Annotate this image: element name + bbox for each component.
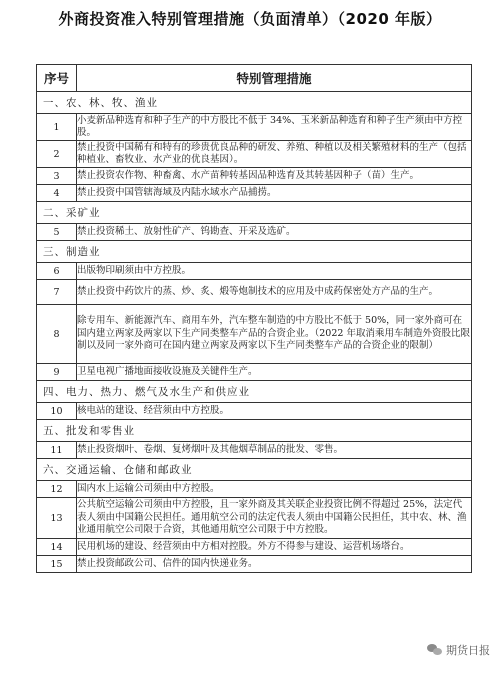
section-title: 二、采矿业: [37, 202, 472, 224]
watermark-text: 期货日报: [446, 644, 490, 657]
table-row: [37, 141, 472, 168]
row-num: 8: [37, 305, 77, 364]
row-num: 7: [37, 280, 77, 305]
row-num: 1: [37, 114, 77, 141]
section-row: [37, 202, 472, 224]
row-text: 禁止投资烟叶、卷烟、复烤烟叶及其他烟草制品的批发、零售。: [77, 442, 472, 459]
row-text: 禁止投资中国稀有和特有的珍贵优良品种的研发、养殖、种植以及相关繁殖材料的生产（包括种植业、畜牧业、水产业的优良基因）。: [77, 141, 472, 168]
table-row: [37, 263, 472, 280]
row-text: 国内水上运输公司须由中方控股。: [77, 481, 472, 498]
section-row: [37, 459, 472, 481]
table-row: [37, 168, 472, 185]
row-num: 10: [37, 403, 77, 420]
row-num: 11: [37, 442, 77, 459]
row-num: 13: [37, 498, 77, 539]
table-header-row: [37, 65, 472, 92]
row-text: 小麦新品种选育和种子生产的中方股比不低于 34%、玉米新品种选育和种子生产须由中方控股。: [77, 114, 472, 141]
row-num: 3: [37, 168, 77, 185]
wechat-icon: [427, 644, 443, 656]
row-num: 12: [37, 481, 77, 498]
section-row: [37, 92, 472, 114]
row-text: 公共航空运输公司须由中方控股，且一家外商及其关联企业投资比例不得超过 25%，法定代表人须由中国籍公民担任。通用航空公司的法定代表人须由中国籍公民担任，其中农、林、渔业通用航空公司限于合资，其他通用航空公司限于中方控股。: [77, 498, 472, 539]
section-title: 一、农、林、牧、渔业: [37, 92, 472, 114]
row-num: 14: [37, 539, 77, 556]
row-text: 民用机场的建设、经营须由中方相对控股。外方不得参与建设、运营机场塔台。: [77, 539, 472, 556]
section-title: 三、制造业: [37, 241, 472, 263]
row-num: 4: [37, 185, 77, 202]
table-row: [37, 224, 472, 241]
section-row: [37, 241, 472, 263]
section-row: [37, 381, 472, 403]
table-row: [37, 114, 472, 141]
table-row: [37, 185, 472, 202]
table-row: [37, 539, 472, 556]
negative-list-table: [36, 64, 472, 573]
table-row: [37, 498, 472, 539]
row-text: 禁止投资邮政公司、信件的国内快递业务。: [77, 556, 472, 573]
header-measure: 特别管理措施: [77, 65, 472, 92]
row-text: 禁止投资农作物、种畜禽、水产苗种转基因品种选育及其转基因种子（苗）生产。: [77, 168, 472, 185]
watermark: [427, 642, 490, 658]
table-row: [37, 556, 472, 573]
section-row: [37, 420, 472, 442]
row-text: 卫星电视广播地面接收设施及关键件生产。: [77, 364, 472, 381]
row-text: 禁止投资稀土、放射性矿产、钨勘查、开采及选矿。: [77, 224, 472, 241]
table-row: [37, 481, 472, 498]
row-text: 禁止投资中药饮片的蒸、炒、炙、煅等炮制技术的应用及中成药保密处方产品的生产。: [77, 280, 472, 305]
table-row: [37, 364, 472, 381]
section-title: 四、电力、热力、燃气及水生产和供应业: [37, 381, 472, 403]
row-text: 禁止投资中国管辖海域及内陆水域水产品捕捞。: [77, 185, 472, 202]
table-row: [37, 305, 472, 364]
table-row: [37, 442, 472, 459]
row-num: 5: [37, 224, 77, 241]
row-text: 出版物印刷须由中方控股。: [77, 263, 472, 280]
header-num: 序号: [37, 65, 77, 92]
row-text: 除专用车、新能源汽车、商用车外，汽车整车制造的中方股比不低于 50%，同一家外商可在国内建立两家及两家以下生产同类整车产品的合资企业。（2022 年取消乘用车制造外资股比限制以及同一家外商可在国内建立两家及两家以下生产同类整车产品的合资企业的限制）: [77, 305, 472, 364]
section-title: 六、交通运输、仓储和邮政业: [37, 459, 472, 481]
row-num: 15: [37, 556, 77, 573]
row-text: 核电站的建设、经营须由中方控股。: [77, 403, 472, 420]
page-title: 外商投资准入特别管理措施（负面清单）（2020 年版）: [58, 10, 442, 28]
row-num: 2: [37, 141, 77, 168]
table-row: [37, 403, 472, 420]
row-num: 9: [37, 364, 77, 381]
section-title: 五、批发和零售业: [37, 420, 472, 442]
table-row: [37, 280, 472, 305]
row-num: 6: [37, 263, 77, 280]
